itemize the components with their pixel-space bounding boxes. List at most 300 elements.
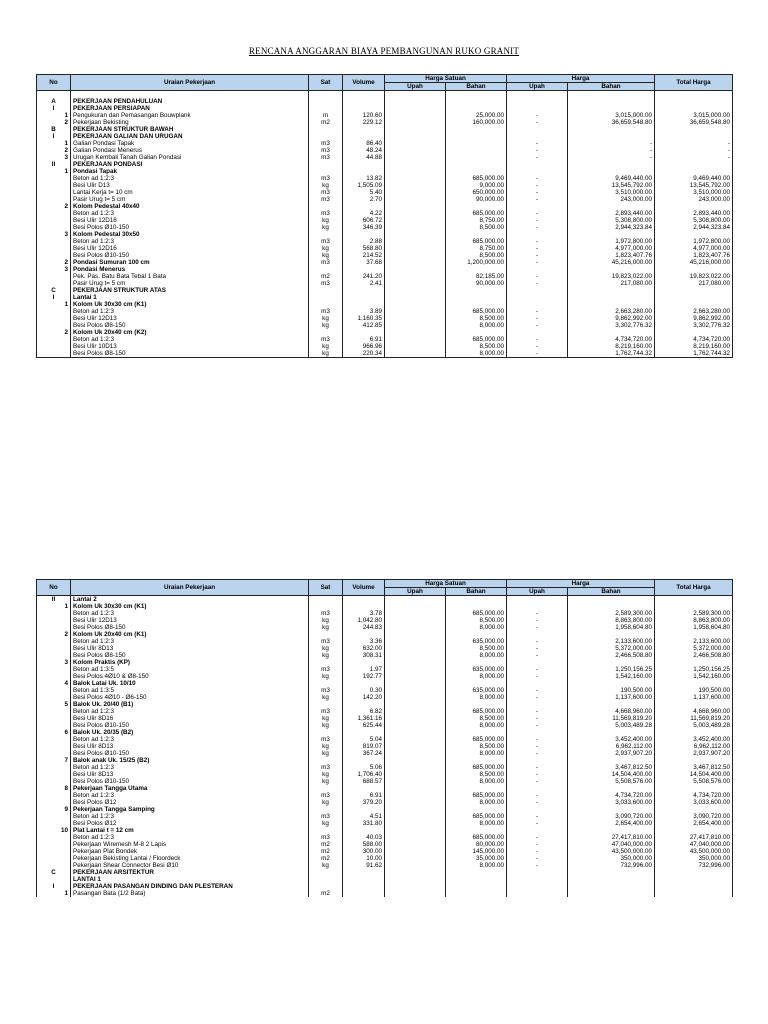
row-number [37,336,71,343]
row-unit-price-labor [385,652,446,659]
row-unit-price-material: 8,000.00 [446,750,507,757]
row-unit: m3 [309,336,343,343]
row-unit-price-material: 8,000.00 [446,722,507,729]
row-total-price: 2,893,440.00 [655,210,733,217]
row-price-material: 1,137,600.00 [568,694,655,701]
row-unit-price-material [446,876,507,883]
row-total-price [655,294,733,301]
row-description: Besi Ulir 10D13 [71,343,309,350]
row-volume [343,883,385,890]
row-unit-price-labor [385,596,446,604]
row-price-material [568,294,655,301]
row-total-price: 1,972,800.00 [655,238,733,245]
row-price-labor [507,231,568,238]
row-price-labor: - [507,224,568,231]
row-price-material [568,266,655,273]
row-unit-price-labor [385,701,446,708]
table-row [37,624,733,631]
row-unit-price-material: 8,750.00 [446,245,507,252]
row-unit [309,231,343,238]
table-row [37,617,733,624]
row-unit: kg [309,722,343,729]
row-unit-price-material: 8,000.00 [446,673,507,680]
row-number: 2 [37,119,71,126]
row-number [37,778,71,785]
table-row [37,98,733,105]
table-row [37,708,733,715]
row-unit: kg [309,673,343,680]
row-unit-price-material [446,890,507,897]
row-description: Beton ad 1:2:3 [71,210,309,217]
row-price-material: 45,216,000.00 [568,259,655,266]
table-row [37,638,733,645]
row-unit-price-material: 635,000.00 [446,638,507,645]
row-unit: kg [309,624,343,631]
row-description: Pekerjaan Shear Connector Besi Ø10 [71,862,309,869]
table-row [37,722,733,729]
table-row [37,280,733,287]
row-price-material: 11,569,819.20 [568,715,655,722]
row-unit-price-material: 9,000.00 [446,182,507,189]
table-row [37,687,733,694]
row-total-price: 5,003,489.28 [655,722,733,729]
row-volume: 142.20 [343,694,385,701]
table-row [37,147,733,154]
table-row [37,273,733,280]
table-row [37,820,733,827]
row-number [37,189,71,196]
row-price-labor: - [507,259,568,266]
row-price-labor: - [507,862,568,869]
row-description: Beton ad 1:2:3 [71,834,309,841]
row-unit: kg [309,224,343,231]
row-price-material: 13,545,792.00 [568,182,655,189]
row-number: 1 [37,168,71,175]
row-volume: 1,706.40 [343,771,385,778]
row-number [37,876,71,883]
row-total-price: 45,216,000.00 [655,259,733,266]
row-total-price [655,98,733,105]
row-unit-price-material [446,126,507,133]
table-row [37,736,733,743]
row-price-labor: - [507,708,568,715]
row-description: Besi Polos Ø10-150 [71,778,309,785]
row-total-price: 190,500.00 [655,687,733,694]
row-price-material [568,701,655,708]
row-total-price [655,203,733,210]
row-number [37,252,71,259]
row-volume: 0.30 [343,687,385,694]
row-price-material: 2,133,600.00 [568,638,655,645]
row-volume: 40.03 [343,834,385,841]
row-unit: kg [309,182,343,189]
table-row [37,778,733,785]
row-price-labor [507,631,568,638]
table-row [37,834,733,841]
row-number: 1 [37,140,71,147]
row-number [37,322,71,329]
row-price-material: 19,823,022.00 [568,273,655,280]
row-description: Kolom Pedestal 30x50 [71,231,309,238]
row-unit-price-material: 8,000.00 [446,652,507,659]
row-total-price: 3,090,720.00 [655,813,733,820]
table-row [37,238,733,245]
row-total-price [655,133,733,140]
row-total-price: 11,569,819.20 [655,715,733,722]
row-number [37,91,71,99]
row-unit-price-material: 80,000.00 [446,841,507,848]
row-price-material: 1,542,160.00 [568,673,655,680]
row-price-labor [507,680,568,687]
row-unit-price-labor [385,876,446,883]
header-upah: Upah [507,83,568,91]
row-total-price: 732,996.00 [655,862,733,869]
row-number [37,848,71,855]
row-number [37,645,71,652]
row-total-price: 2,663,280.00 [655,308,733,315]
row-total-price [655,126,733,133]
row-total-price: 13,545,792.00 [655,182,733,189]
row-unit-price-material [446,631,507,638]
row-volume [343,869,385,876]
row-unit-price-material [446,133,507,140]
row-unit-price-material [446,91,507,99]
row-number [37,280,71,287]
row-price-material: 2,893,440.00 [568,210,655,217]
row-unit [309,876,343,883]
row-number [37,666,71,673]
row-unit-price-material: 685,000.00 [446,238,507,245]
row-unit-price-material: 8,000.00 [446,694,507,701]
row-number: 2 [37,203,71,210]
row-unit: kg [309,694,343,701]
row-unit-price-material: 650,000.00 [446,189,507,196]
row-unit-price-labor [385,133,446,140]
row-unit-price-labor [385,273,446,280]
row-total-price: 2,466,508.80 [655,652,733,659]
row-unit: kg [309,252,343,259]
row-price-material: 1,762,744.32 [568,350,655,358]
row-price-labor: - [507,764,568,771]
row-unit-price-material: 685,000.00 [446,175,507,182]
row-volume: 632.00 [343,645,385,652]
row-description: Balok anak Uk. 15/25 (B2) [71,757,309,764]
table-row [37,301,733,308]
row-number [37,673,71,680]
row-number: II [37,596,71,604]
row-unit-price-material [446,98,507,105]
row-number [37,750,71,757]
row-volume [343,231,385,238]
row-price-labor [507,827,568,834]
row-price-material: 5,003,489.28 [568,722,655,729]
row-price-material [568,757,655,764]
row-unit-price-material: 8,000.00 [446,322,507,329]
row-price-material: 350,000.00 [568,855,655,862]
row-unit [309,869,343,876]
row-price-material: 9,469,440.00 [568,175,655,182]
row-price-material: 3,015,000.00 [568,112,655,119]
row-unit-price-labor [385,294,446,301]
row-unit-price-labor [385,771,446,778]
row-price-material: 4,734,720.00 [568,792,655,799]
row-volume: 5.06 [343,764,385,771]
row-price-labor: - [507,154,568,161]
row-total-price: 350,000.00 [655,855,733,862]
table-row [37,750,733,757]
table-row [37,154,733,161]
row-price-labor: - [507,715,568,722]
row-total-price [655,105,733,112]
row-number: I [37,883,71,890]
row-description: Lantai 2 [71,596,309,604]
row-number [37,638,71,645]
row-unit-price-material [446,659,507,666]
row-unit-price-labor [385,659,446,666]
table-row [37,596,733,604]
row-description: Beton ad 1:2:3 [71,764,309,771]
row-unit-price-material [446,287,507,294]
table-row [37,343,733,350]
row-volume: 5.04 [343,736,385,743]
row-total-price: 3,510,000.00 [655,189,733,196]
row-number: 1 [37,112,71,119]
table-row [37,806,733,813]
row-price-labor: - [507,617,568,624]
row-unit: kg [309,245,343,252]
row-total-price [655,231,733,238]
row-unit: m3 [309,708,343,715]
row-number [37,820,71,827]
row-unit: m3 [309,308,343,315]
row-number [37,652,71,659]
row-unit-price-material [446,266,507,273]
row-price-material: 1,823,407.76 [568,252,655,259]
row-price-labor: - [507,771,568,778]
row-unit [309,168,343,175]
row-description: Besi Ulir 12D16 [71,217,309,224]
row-unit-price-material: 8,500.00 [446,617,507,624]
row-unit-price-labor [385,322,446,329]
row-price-material: 2,589,300.00 [568,610,655,617]
row-unit [309,329,343,336]
table-row [37,603,733,610]
row-price-labor: - [507,245,568,252]
table-row [37,168,733,175]
row-total-price [655,869,733,876]
row-unit-price-labor [385,189,446,196]
row-volume: 379.20 [343,799,385,806]
row-price-material [568,876,655,883]
row-price-material: 43,500,000.00 [568,848,655,855]
row-total-price: 4,734,720.00 [655,336,733,343]
row-unit-price-labor [385,638,446,645]
row-unit-price-material: 8,750.00 [446,217,507,224]
row-price-material [568,98,655,105]
row-price-labor: - [507,196,568,203]
row-number [37,855,71,862]
row-total-price: 4,734,720.00 [655,792,733,799]
table-row [37,659,733,666]
row-volume: 2.88 [343,238,385,245]
row-unit-price-labor [385,855,446,862]
header-bahan: Bahan [446,83,507,91]
row-price-labor: - [507,722,568,729]
row-unit-price-material: 685,000.00 [446,736,507,743]
row-volume: 5.40 [343,189,385,196]
row-total-price: 3,015,000.00 [655,112,733,119]
table-row [37,645,733,652]
row-unit-price-labor [385,154,446,161]
row-unit: kg [309,217,343,224]
row-total-price [655,329,733,336]
row-price-labor: - [507,343,568,350]
row-price-labor [507,126,568,133]
row-volume [343,133,385,140]
row-unit: m3 [309,140,343,147]
row-description: Beton ad 1:2:3 [71,175,309,182]
row-unit-price-labor [385,210,446,217]
row-price-labor: - [507,855,568,862]
row-unit-price-material [446,231,507,238]
row-price-material [568,161,655,168]
row-unit-price-material [446,161,507,168]
row-unit-price-labor [385,729,446,736]
row-unit-price-labor [385,112,446,119]
row-description: Pekerjaan Bekisting [71,119,309,126]
row-unit-price-material: 8,000.00 [446,350,507,358]
row-volume: 192.77 [343,673,385,680]
row-price-labor: - [507,336,568,343]
row-unit-price-material: 8,500.00 [446,252,507,259]
row-number [37,182,71,189]
row-volume: 214.52 [343,252,385,259]
row-number: 1 [37,603,71,610]
row-description: Lantai Kerja t= 10 cm [71,189,309,196]
row-total-price: 1,137,600.00 [655,694,733,701]
row-unit: kg [309,799,343,806]
row-unit-price-labor [385,350,446,358]
row-unit-price-material [446,294,507,301]
row-unit: m3 [309,813,343,820]
table-row [37,91,733,99]
row-volume: 1,361.16 [343,715,385,722]
row-unit-price-material: 8,000.00 [446,862,507,869]
table-row [37,771,733,778]
row-volume: 1,160.35 [343,315,385,322]
row-volume: 241.20 [343,273,385,280]
row-price-material: 47,040,000.00 [568,841,655,848]
row-price-labor [507,806,568,813]
row-unit: m3 [309,147,343,154]
row-price-material [568,827,655,834]
row-number [37,196,71,203]
row-unit-price-labor [385,813,446,820]
row-unit-price-labor [385,694,446,701]
row-description: Besi Polos Ø10-150 [71,750,309,757]
row-volume: 4.51 [343,813,385,820]
row-unit: kg [309,750,343,757]
row-total-price: 5,372,000.00 [655,645,733,652]
row-unit-price-material [446,154,507,161]
row-number [37,245,71,252]
row-description: Pekerjaan Tangga Utama [71,785,309,792]
row-description: Galian Pondasi Menerus [71,147,309,154]
row-unit-price-labor [385,140,446,147]
row-price-labor: - [507,119,568,126]
row-price-labor: - [507,645,568,652]
header-no: No [37,75,71,91]
row-description: Pondasi Tapak [71,168,309,175]
row-description: Beton ad 1:2:3 [71,813,309,820]
row-unit [309,301,343,308]
row-total-price: 3,302,776.32 [655,322,733,329]
row-number [37,799,71,806]
table-row [37,133,733,140]
row-unit-price-material [446,329,507,336]
row-description: Beton ad 1:2:3 [71,238,309,245]
row-total-price: 2,589,300.00 [655,610,733,617]
row-volume [343,105,385,112]
row-price-labor [507,869,568,876]
row-description: Beton ad 1:2:3 [71,792,309,799]
row-unit-price-labor [385,610,446,617]
row-price-labor: - [507,673,568,680]
row-number: 2 [37,329,71,336]
row-unit: m3 [309,834,343,841]
row-price-material: 8,863,800.00 [568,617,655,624]
row-price-labor: - [507,813,568,820]
row-volume: 37.68 [343,259,385,266]
table-row [37,126,733,133]
row-unit-price-labor [385,799,446,806]
header-no: No [37,580,71,596]
row-number [37,343,71,350]
row-unit-price-material: 685,000.00 [446,708,507,715]
row-price-labor: - [507,315,568,322]
table-row [37,799,733,806]
row-price-material: 4,734,720.00 [568,336,655,343]
row-price-material [568,603,655,610]
row-number [37,350,71,358]
header-uraian: Uraian Pekerjaan [71,580,309,596]
row-number [37,238,71,245]
row-volume: 86.40 [343,140,385,147]
table-row [37,161,733,168]
row-unit: m [309,112,343,119]
document-title: RENCANA ANGGARAN BIAYA PEMBANGUNAN RUKO GRANIT [248,46,520,56]
row-unit [309,827,343,834]
row-unit-price-labor [385,743,446,750]
row-number: 4 [37,680,71,687]
row-unit-price-labor [385,841,446,848]
row-total-price: 1,958,604.80 [655,624,733,631]
row-price-material [568,883,655,890]
row-unit: m3 [309,610,343,617]
header-sat: Sat [309,75,343,91]
row-price-labor: - [507,743,568,750]
row-price-labor: - [507,147,568,154]
row-price-material: 36,659,548.80 [568,119,655,126]
row-unit-price-material: 685,000.00 [446,813,507,820]
row-unit-price-material: 8,500.00 [446,771,507,778]
header-volume: Volume [343,580,385,596]
row-total-price [655,680,733,687]
row-unit-price-labor [385,147,446,154]
row-unit-price-material [446,105,507,112]
row-number [37,694,71,701]
row-price-labor [507,876,568,883]
